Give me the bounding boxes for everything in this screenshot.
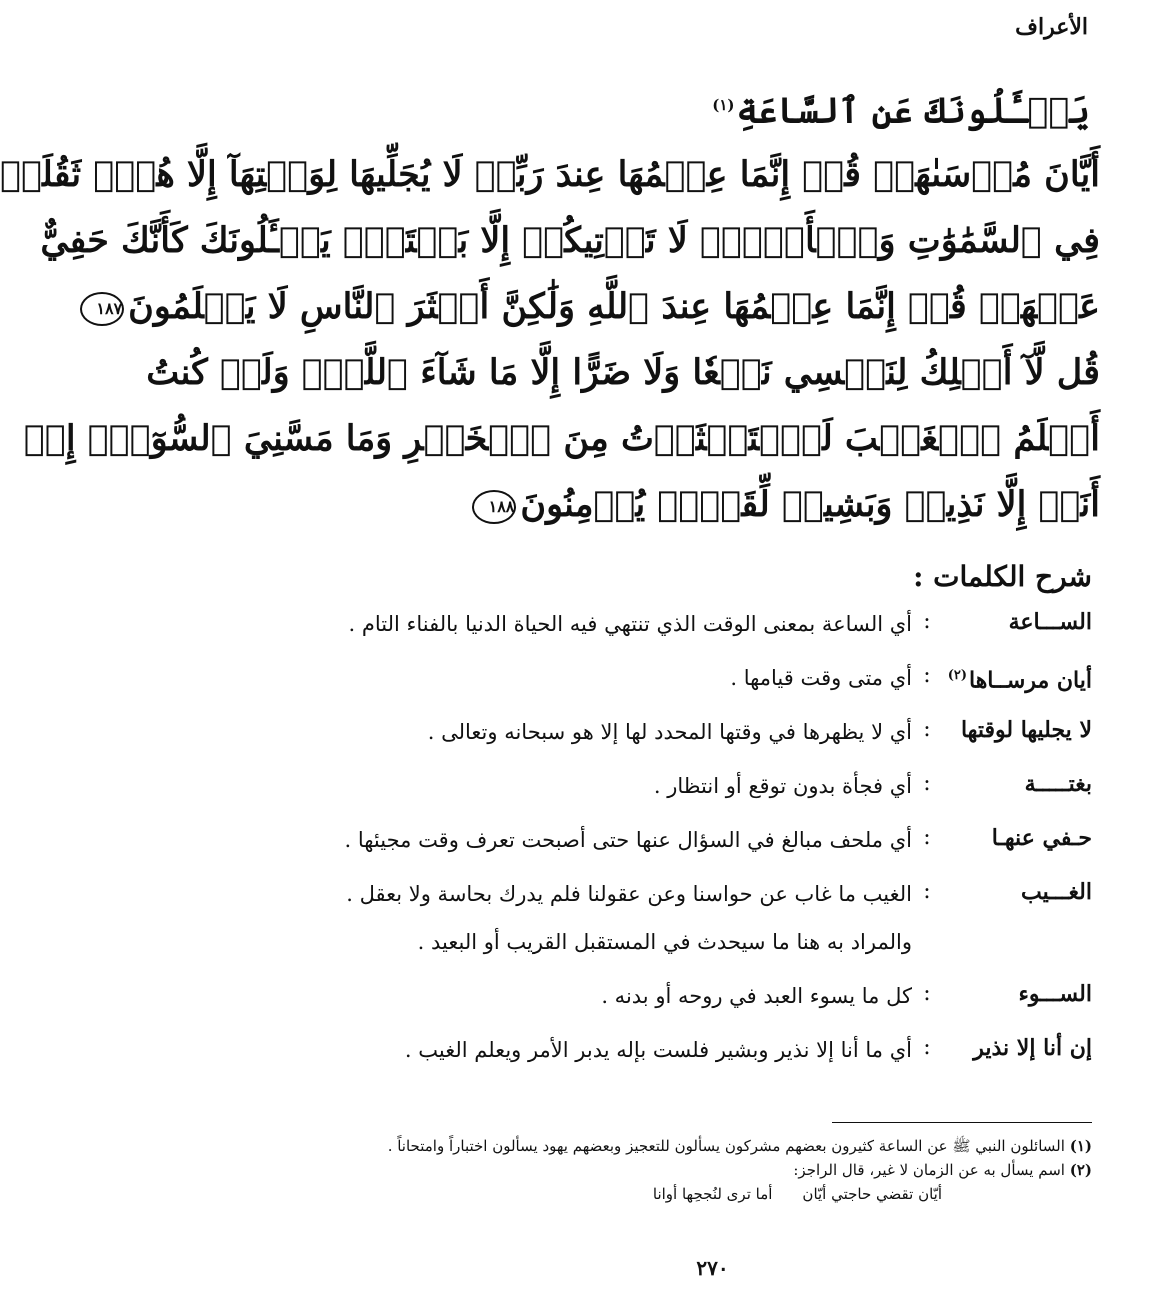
footnote-label: (١) bbox=[1069, 1137, 1092, 1155]
quran-line bbox=[96, 274, 1100, 340]
glossary-list bbox=[327, 600, 1092, 1080]
glossary-entry bbox=[327, 600, 1092, 648]
quran-line-text: يَسۡـَٔلُونَكَ عَنِ ٱلسَّاعَةِ bbox=[736, 90, 1090, 132]
ayah-number-marker: ١٨٧ bbox=[80, 292, 124, 326]
footnote-divider bbox=[832, 1122, 1092, 1123]
footnote-marker[interactable]: (١) bbox=[712, 96, 735, 114]
glossary-separator: : bbox=[923, 663, 931, 688]
glossary-term: إن أنا إلا نذير bbox=[973, 1035, 1092, 1062]
glossary-entry bbox=[327, 972, 1092, 1020]
verse-hemistich-first: أيّان تقضي حاجتي أيّان bbox=[802, 1185, 942, 1203]
quran-line bbox=[40, 208, 1100, 274]
glossary-definition: أي ما أنا إلا نذير وبشير فلست بإله يدبر الأمر ويعلم الغيب . bbox=[404, 1038, 912, 1063]
glossary-entry bbox=[327, 816, 1092, 864]
quran-line bbox=[0, 142, 1100, 208]
quran-line-text: أَنَا۠ إِلَّا نَذِيرٞ وَبَشِيرٞ لِّقَوۡمٖ يُؤۡمِنُونَ bbox=[520, 484, 1100, 525]
glossary-term: الســـاعة bbox=[1008, 609, 1092, 635]
glossary-definition: أي متى وقت قيامها . bbox=[730, 666, 912, 690]
footnote-text: السائلون النبي ﷺ عن الساعة كثيرون بعضهم مشركون يسألون للتعجيز وبعضهم يهود يسألون اختباراً وامتحاناً . bbox=[387, 1137, 1065, 1155]
glossary-separator: : bbox=[923, 1035, 931, 1061]
glossary-term: بغتـــــة bbox=[1024, 771, 1092, 798]
glossary-term-text: أيان مرســاها bbox=[968, 667, 1092, 694]
glossary-term: الســـوء bbox=[1018, 981, 1092, 1008]
quran-line bbox=[315, 72, 1100, 142]
glossary-separator: : bbox=[923, 609, 931, 634]
glossary-separator: : bbox=[923, 981, 931, 1007]
glossary-entry bbox=[327, 1026, 1092, 1074]
glossary-separator: : bbox=[923, 879, 931, 905]
quran-line bbox=[315, 472, 1100, 538]
glossary-entry bbox=[327, 762, 1092, 810]
glossary-definition: أي فجأة بدون توقع أو انتظار . bbox=[653, 774, 912, 799]
glossary-definition: كل ما يسوء العبد في روحه أو بدنه . bbox=[601, 984, 912, 1009]
footnote-item bbox=[327, 1134, 1092, 1158]
ayah-number-marker: ١٨٨ bbox=[472, 490, 516, 524]
glossary-entry bbox=[327, 870, 1092, 966]
glossary-definition: أي لا يظهرها في وقتها المحدد لها إلا هو سبحانه وتعالى . bbox=[427, 720, 912, 745]
page-number: ٢٧٠ bbox=[696, 1256, 729, 1280]
quran-line-text: فِي ٱلسَّمَٰوَٰتِ وَٱلۡأَرۡضِۚ لَا تَأۡتِيكُمۡ إِلَّا بَغۡتَةٗۗ يَسۡـَٔلُونَكَ كَأَنَّكَ حَفِيٌّ bbox=[40, 220, 1100, 261]
footnote-label: (٢) bbox=[1069, 1161, 1092, 1179]
glossary-title: شرح الكلمات : bbox=[913, 560, 1092, 593]
glossary-definition: أي الساعة بمعنى الوقت الذي تنتهي فيه الحياة الدنيا بالفناء التام . bbox=[348, 612, 912, 636]
glossary-definition: أي ملحف مبالغ في السؤال عنها حتى أصبحت تعرف وقت مجيئها . bbox=[344, 828, 912, 853]
footnote-item bbox=[327, 1158, 1092, 1182]
glossary-definition: الغيب ما غاب عن حواسنا وعن عقولنا فلم يدرك بحاسة ولا بعقل . والمراد به هنا ما سيحدث في المستقبل القريب أو البعيد . bbox=[346, 882, 912, 955]
quran-text-block bbox=[0, 72, 1100, 538]
quran-line-text: قُل لَّآ أَمۡلِكُ لِنَفۡسِي نَفۡعٗا وَلَا ضَرًّا إِلَّا مَا شَآءَ ٱللَّهُۚ وَلَوۡ كُنتُ bbox=[146, 352, 1100, 393]
quran-line-text: عَنۡهَاۖ قُلۡ إِنَّمَا عِلۡمُهَا عِندَ ٱللَّهِ وَلَٰكِنَّ أَكۡثَرَ ٱلنَّاسِ لَا يَعۡلَمُونَ bbox=[128, 286, 1100, 327]
glossary-term: حـفي عنهـا bbox=[991, 825, 1092, 852]
quran-line bbox=[146, 340, 1100, 406]
glossary-separator: : bbox=[923, 825, 931, 851]
glossary-term: لا يجليها لوقتها bbox=[960, 717, 1092, 744]
quran-line-text: أَعۡلَمُ ٱلۡغَيۡبَ لَٱسۡتَكۡثَرۡتُ مِنَ ٱلۡخَيۡرِ وَمَا مَسَّنِيَ ٱلسُّوٓءُۚ إِنۡ bbox=[23, 418, 1100, 459]
glossary-separator: : bbox=[923, 717, 931, 743]
footnote-text: اسم يسأل به عن الزمان لا غير، قال الراجز: bbox=[793, 1161, 1065, 1179]
footnotes-block bbox=[327, 1134, 1092, 1206]
running-header-surah-name: الأعراف bbox=[1015, 14, 1088, 40]
glossary-term: الغـــيب bbox=[1020, 879, 1092, 906]
glossary-term bbox=[942, 654, 1092, 702]
poetry-verse bbox=[327, 1182, 1092, 1206]
footnote-marker[interactable]: (٢) bbox=[947, 668, 967, 683]
glossary-separator: : bbox=[923, 771, 931, 797]
glossary-entry bbox=[327, 654, 1092, 702]
quran-line bbox=[23, 406, 1100, 472]
verse-hemistich-second: أما ترى لنُجحِها أوانا bbox=[652, 1185, 773, 1203]
quran-line-text: أَيَّانَ مُرۡسَىٰهَاۖ قُلۡ إِنَّمَا عِلۡمُهَا عِندَ رَبِّيۖ لَا يُجَلِّيهَا لِوَقۡتِهَآ إِلَّا هُوَۚ ثَقُلَتۡ bbox=[0, 154, 1100, 195]
glossary-entry bbox=[327, 708, 1092, 756]
